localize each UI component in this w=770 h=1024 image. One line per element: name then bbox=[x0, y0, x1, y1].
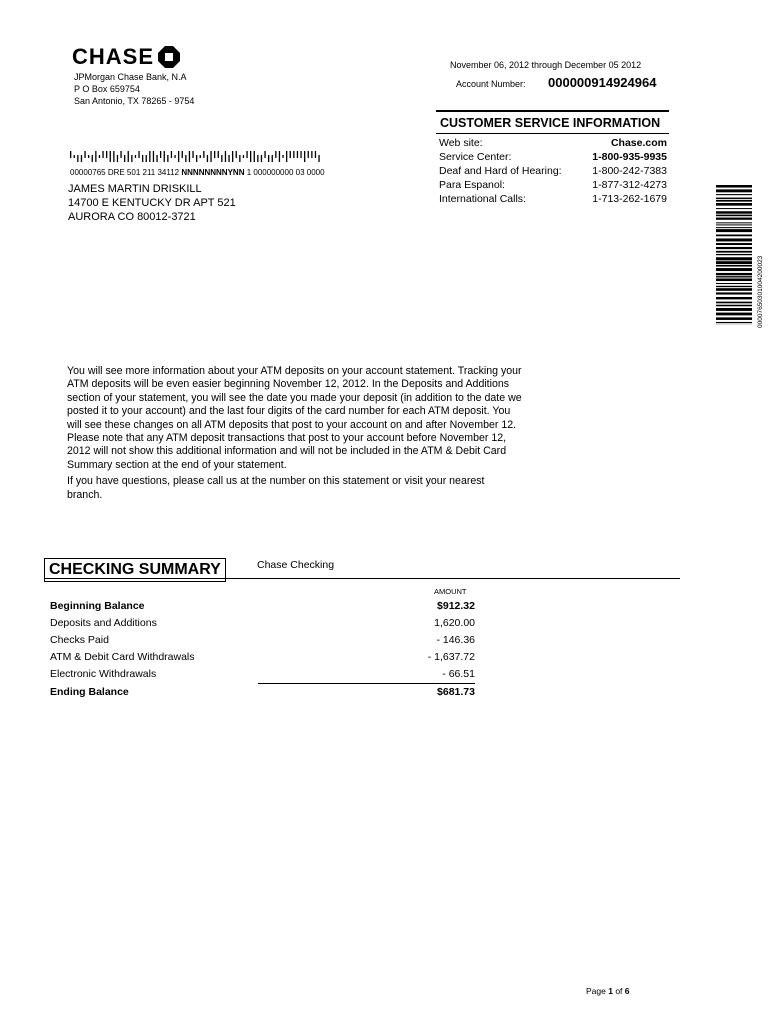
side-barcode bbox=[716, 185, 752, 325]
bank-address bbox=[74, 71, 194, 107]
chase-logo bbox=[72, 44, 180, 70]
table-row bbox=[50, 598, 475, 615]
row-label: Checks Paid bbox=[50, 634, 109, 646]
cs-label: Deaf and Hard of Hearing: bbox=[439, 165, 562, 177]
row-amount: 1,620.00 bbox=[434, 617, 475, 629]
cs-value[interactable]: Chase.com bbox=[610, 137, 667, 149]
page-current: 1 bbox=[608, 986, 613, 996]
page-total: 6 bbox=[624, 986, 630, 996]
summary-divider bbox=[44, 578, 680, 579]
atm-deposit-notice bbox=[67, 365, 522, 505]
row-amount: $912.32 bbox=[437, 600, 475, 612]
table-row bbox=[50, 649, 475, 666]
table-row bbox=[50, 632, 475, 649]
cs-row-website bbox=[436, 136, 669, 150]
side-barcode-number: 00007650301004200023 bbox=[757, 255, 764, 328]
bank-address-line: San Antonio, TX 78265 - 9754 bbox=[74, 96, 195, 106]
brand-name: CHASE bbox=[72, 44, 155, 69]
chase-octagon-icon bbox=[158, 46, 180, 68]
customer-address-line: JAMES MARTIN DRISKILL bbox=[68, 183, 202, 195]
cs-value: 1-800-242-7383 bbox=[592, 165, 667, 177]
cs-label: Web site: bbox=[439, 137, 483, 149]
bank-address-line: JPMorgan Chase Bank, N.A bbox=[74, 72, 187, 82]
statement-period: November 06, 2012 through December 05 2012 bbox=[450, 60, 642, 70]
product-name: Chase Checking bbox=[257, 559, 335, 571]
customer-address-line: 14700 E KENTUCKY DR APT 521 bbox=[68, 197, 236, 209]
row-amount: - 1,637.72 bbox=[427, 651, 475, 663]
account-number-label: Account Number: bbox=[456, 79, 526, 89]
table-row bbox=[50, 615, 475, 632]
cs-value: 1-800-935-9935 bbox=[592, 151, 667, 163]
page-of: of bbox=[612, 986, 625, 996]
summary-table bbox=[50, 598, 475, 701]
row-label: ATM & Debit Card Withdrawals bbox=[50, 651, 195, 663]
customer-service-info bbox=[436, 110, 669, 206]
page-prefix: Page bbox=[586, 986, 609, 996]
cs-label: Para Espanol: bbox=[439, 179, 505, 191]
mailing-code-prefix: 00000765 DRE 501 211 34112 bbox=[70, 168, 182, 177]
customer-address-line: AURORA CO 80012-3721 bbox=[68, 211, 196, 223]
row-label: Electronic Withdrawals bbox=[50, 668, 157, 680]
notice-paragraph: If you have questions, please call us at the number on this statement or visit your nearest branch. bbox=[67, 475, 485, 501]
bank-address-line: P O Box 659754 bbox=[74, 84, 140, 94]
cs-label: International Calls: bbox=[439, 193, 526, 205]
checking-summary-title: CHECKING SUMMARY bbox=[44, 558, 226, 582]
page-number bbox=[586, 986, 630, 996]
notice-paragraph: You will see more information about your ATM deposits on your account statement. Tracking your ATM deposits will be even easier beginning November 12, 2012. In the Deposits and Additions section of your statement, you will see the date you made your deposit (in addition to the date we posted it to your account) and the last four digits of the card number for each ATM deposit. You will see these changes on all ATM deposits that post to your account on and after November 12. Please note that any ATM deposit transactions that post to your account before November 12, 2012 will not show this additional information and will not be included in the ATM & Debit Card Summary section at the end of your statement. bbox=[67, 365, 522, 471]
row-label: Deposits and Additions bbox=[50, 617, 157, 629]
cs-row-international bbox=[436, 192, 669, 206]
cs-label: Service Center: bbox=[439, 151, 512, 163]
cs-value: 1-877-312-4273 bbox=[592, 179, 667, 191]
table-row bbox=[50, 666, 475, 683]
cs-row-espanol bbox=[436, 178, 669, 192]
cs-value: 1-713-262-1679 bbox=[592, 193, 667, 205]
cs-row-deaf bbox=[436, 164, 669, 178]
mailing-code-bold: NNNNNNNNYNN bbox=[181, 168, 245, 177]
row-label: Beginning Balance bbox=[50, 600, 145, 612]
ending-balance-row bbox=[50, 683, 475, 701]
row-label: Ending Balance bbox=[50, 686, 129, 698]
postal-barcode bbox=[70, 151, 322, 162]
row-amount: - 146.36 bbox=[436, 634, 475, 646]
row-amount: - 66.51 bbox=[442, 668, 475, 680]
amount-header: AMOUNT bbox=[434, 587, 467, 596]
customer-address bbox=[68, 182, 236, 224]
account-number: 000000914924964 bbox=[548, 75, 657, 90]
row-amount: $681.73 bbox=[437, 686, 475, 698]
customer-service-title: CUSTOMER SERVICE INFORMATION bbox=[436, 110, 669, 134]
mailing-code-suffix: 1 000000000 03 0000 bbox=[244, 168, 325, 177]
mailing-code bbox=[70, 168, 325, 177]
cs-row-service-center bbox=[436, 150, 669, 164]
